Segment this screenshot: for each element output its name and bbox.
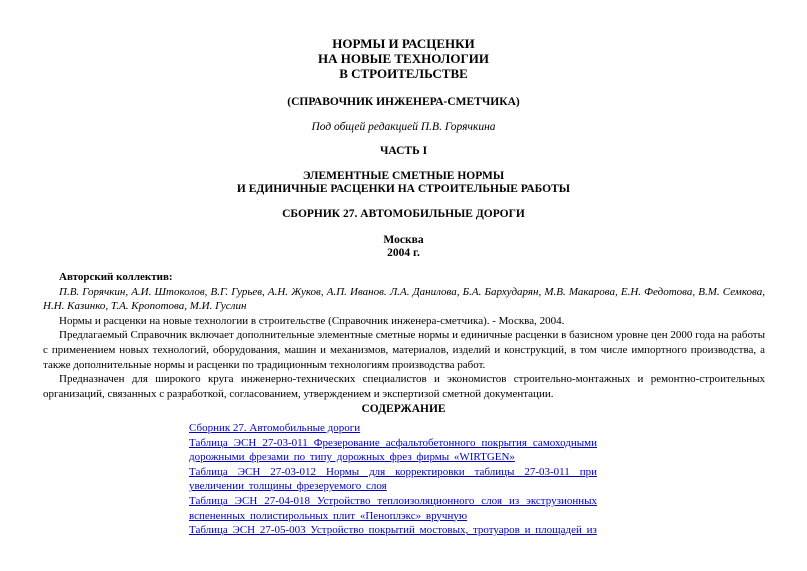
title-line: В СТРОИТЕЛЬСТВЕ [339,66,468,81]
section-title-line: ЭЛЕМЕНТНЫЕ СМЕТНЫЕ НОРМЫ [302,170,505,182]
table-of-contents [189,421,597,538]
toc-link[interactable]: Таблица ЭСН 27-05-003 Устройство покрытий мостовых, тротуаров и площадей из [189,524,597,537]
section-title [0,170,807,196]
part-heading: ЧАСТЬ I [379,145,428,157]
subtitle: (СПРАВОЧНИК ИНЖЕНЕРА-СМЕТЧИКА) [287,96,520,108]
editor-line: Под общей редакцией П.В. Горячкина [311,121,496,133]
year: 2004 г. [387,247,420,259]
paragraph: Нормы и расценки на новые технологии в строительстве (Справочник инженера-сметчика). - Москва, 2004. [59,314,565,327]
title-line: НА НОВЫЕ ТЕХНОЛОГИИ [318,51,489,66]
document-body [43,270,765,401]
toc-heading: СОДЕРЖАНИЕ [361,403,446,415]
paragraph: Предназначен для широкого круга инженерно-технических специалистов и экономистов строительно-монтажных и ремонтно-строительных организаций, связанных с разработкой, согласованием, утверждением и экспертизой сметной документации. [43,373,765,400]
document-title [0,36,807,81]
authors-heading: Авторский коллектив: [59,271,173,283]
toc-link[interactable]: Таблица ЭСН 27-03-011 Фрезерование асфальтобетонного покрытия самоходными дорожными фрезами по типу дорожных фрез фирмы «WIRTGEN» [189,436,597,464]
toc-link[interactable]: Таблица ЭСН 27-03-012 Нормы для корректировки таблицы 27-03-011 при увеличении толщины фрезеруемого слоя [189,465,597,493]
toc-link[interactable]: Таблица ЭСН 27-04-018 Устройство теплоизоляционного слоя из экструзионных вспененных полистирольных плит «Пеноплэкс» вручную [189,494,597,522]
authors-list: П.В. Горячкин, А.И. Штоколов, В.Г. Гурьев, А.Н. Жуков, А.П. Иванов. Л.А. Данилова, Б.А. Бархударян, М.В. Макарова, Е.Н. Федотова, В.М. Семкова, Н.Н. Казинко, Т.А. Кропотова, М.И. Гуслин [43,285,765,313]
title-line: НОРМЫ И РАСЦЕНКИ [332,36,475,51]
section-title-line: И ЕДИНИЧНЫЕ РАСЦЕНКИ НА СТРОИТЕЛЬНЫЕ РАБОТЫ [236,183,571,195]
city: Москва [383,234,424,246]
paragraph: Предлагаемый Справочник включает дополнительные элементные сметные нормы и единичные расценки в базисном уровне цен 2000 года на работы с применением новых технологий, оборудования, машин и механизмов, материалов, изделий и конструкций, в том числе импортного производства, а также дополнительные нормы и расценки по традиционным технологиям производства работ. [43,329,765,371]
toc-link[interactable]: Сборник 27. Автомобильные дороги [189,422,361,434]
collection-heading: СБОРНИК 27. АВТОМОБИЛЬНЫЕ ДОРОГИ [282,208,525,220]
